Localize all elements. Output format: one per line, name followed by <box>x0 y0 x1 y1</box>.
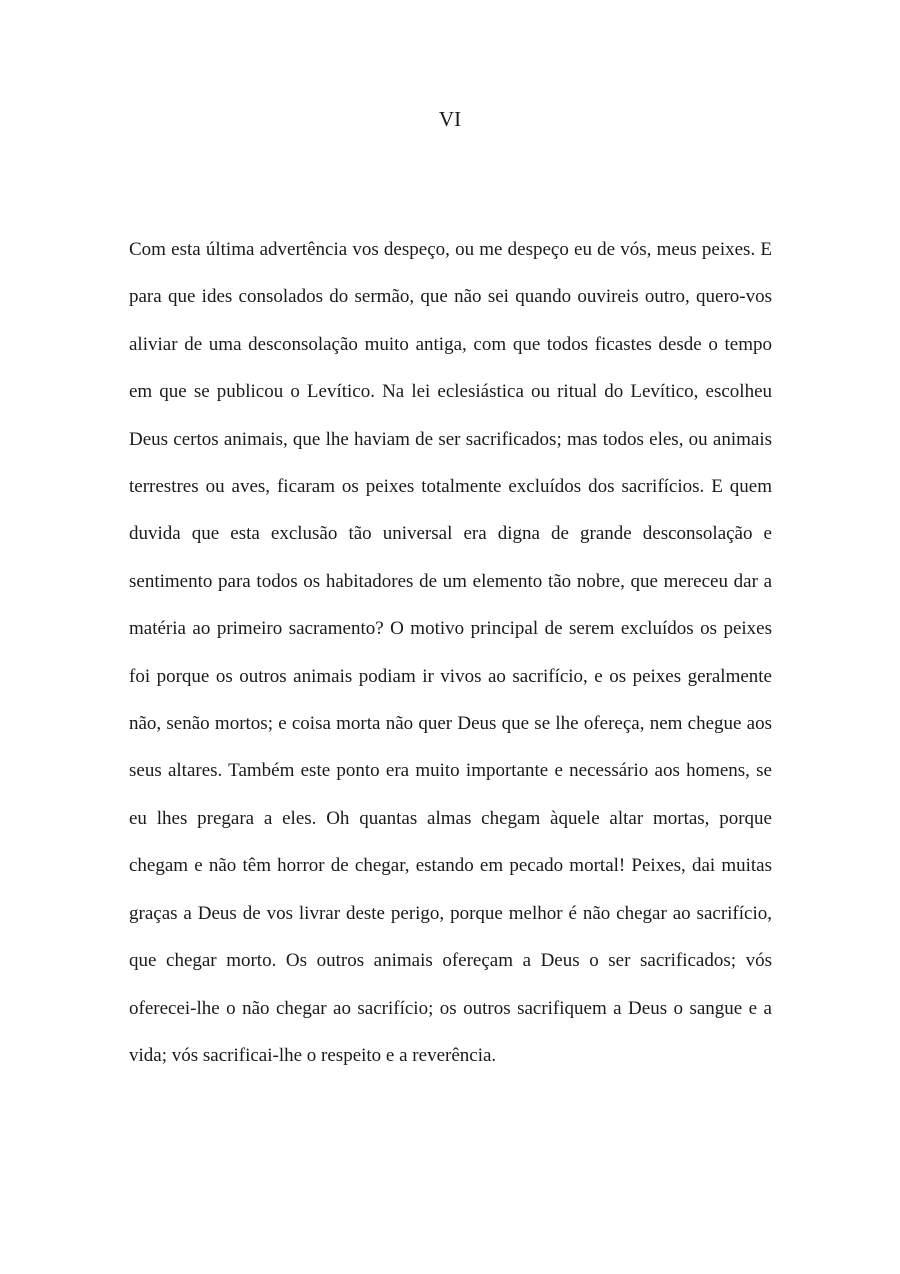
body-paragraph: Com esta última advertência vos despeço, ou me despeço eu de vós, meus peixes. E para que ides consolados do sermão, que não sei quando ouvireis outro, quero-vos aliviar de uma desconsolação muito antiga, com que todos ficastes desde o tempo em que se publicou o Levítico. Na lei eclesiástica ou ritual do Levítico, escolheu Deus certos animais, que lhe haviam de ser sacrificados; mas todos eles, ou animais terrestres ou aves, ficaram os peixes totalmente excluídos dos sacrifícios. E quem duvida que esta exclusão tão universal era digna de grande desconsolação e sentimento para todos os habitadores de um elemento tão nobre, que mereceu dar a matéria ao primeiro sacramento? O motivo principal de serem excluídos os peixes foi porque os outros animais podiam ir vivos ao sacrifício, e os peixes geralmente não, senão mortos; e coisa morta não quer Deus que se lhe ofereça, nem chegue aos seus altares. Também este ponto era muito importante e necessário aos homens, se eu lhes pregara a eles. Oh quantas almas chegam àquele altar mortas, porque chegam e não têm horror de chegar, estando em pecado mortal! Peixes, dai muitas graças a Deus de vos livrar deste perigo, porque melhor é não chegar ao sacrifício, que chegar morto. Os outros animais ofereçam a Deus o ser sacrificados; vós oferecei-lhe o não chegar ao sacrifício; os outros sacrifiquem a Deus o sangue e a vida; vós sacrificai-lhe o respeito e a reverência. <box>129 239 772 1066</box>
chapter-heading: VI <box>438 107 462 131</box>
